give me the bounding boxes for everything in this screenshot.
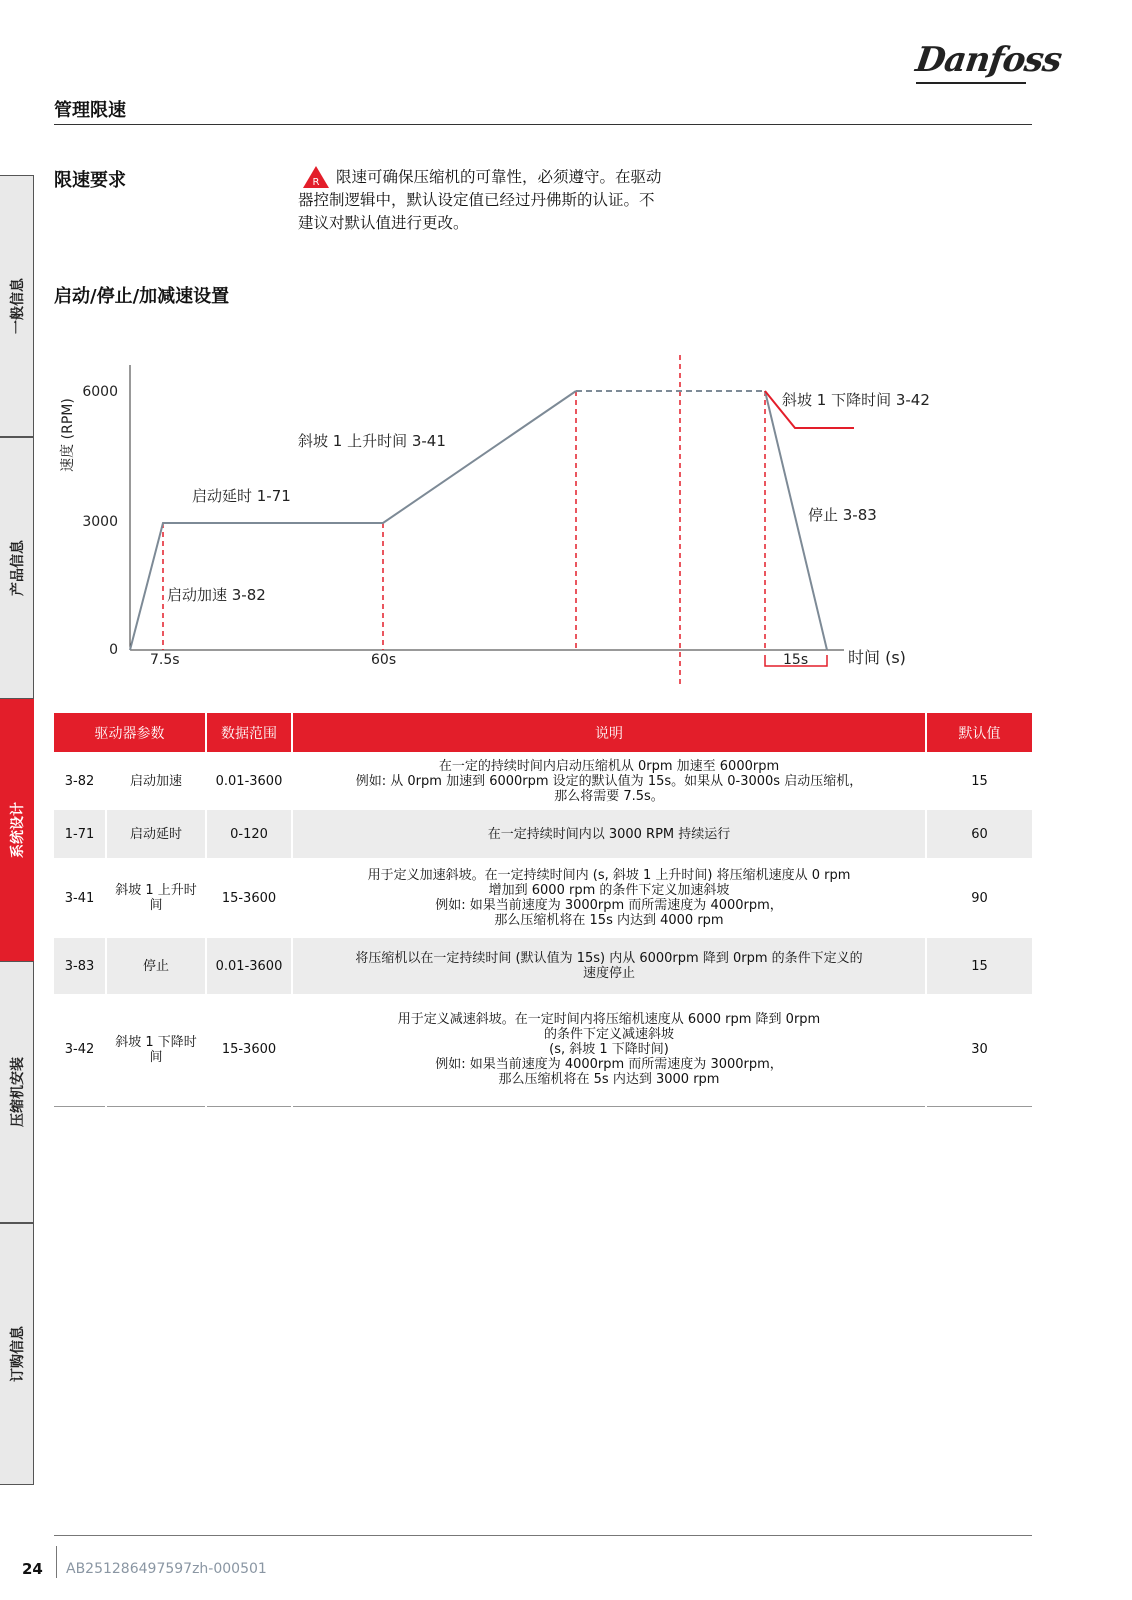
param-default: 15 bbox=[926, 752, 1032, 810]
page-number: 24 bbox=[22, 1560, 43, 1578]
side-tab-label: 一般信息 bbox=[9, 278, 26, 334]
footer-separator bbox=[56, 1546, 57, 1578]
param-range: 0.01-3600 bbox=[206, 752, 292, 810]
param-name: 启动延时 bbox=[106, 810, 206, 858]
document-code: AB251286497597zh-000501 bbox=[66, 1561, 267, 1577]
side-tab-label: 产品信息 bbox=[9, 540, 26, 596]
desc-line: 那么压缩机将在 5s 内达到 3000 rpm bbox=[498, 1072, 720, 1088]
param-code: 3-82 bbox=[54, 752, 106, 810]
param-desc bbox=[292, 858, 926, 938]
side-tab-ordering-info[interactable] bbox=[0, 1223, 34, 1485]
side-tab-general-info[interactable] bbox=[0, 175, 34, 437]
section-title-start-stop: 启动/停止/加减速设置 bbox=[54, 286, 230, 307]
desc-line: 例如: 如果当前速度为 3000rpm 而所需速度为 4000rpm， bbox=[435, 898, 783, 913]
param-desc bbox=[292, 810, 926, 858]
warning-icon-letter: R bbox=[312, 177, 320, 188]
side-tab-system-design[interactable] bbox=[0, 699, 34, 961]
logo-underline bbox=[916, 82, 1026, 84]
table-row bbox=[54, 938, 1032, 994]
desc-line: 例如: 如果当前速度为 4000rpm 而所需速度为 3000rpm， bbox=[435, 1057, 783, 1073]
annotation-start-delay: 启动延时 1-71 bbox=[192, 487, 291, 505]
danfoss-logo: Danfoss bbox=[913, 40, 1064, 80]
desc-line: 例如: 从 0rpm 加速到 6000rpm 设定的默认值为 15s。如果从 0-3000s 启动压缩机， bbox=[355, 773, 863, 789]
param-default: 60 bbox=[926, 810, 1032, 858]
header-data-range: 数据范围 bbox=[206, 713, 292, 752]
annotation-start-accel: 启动加速 3-82 bbox=[167, 586, 266, 604]
param-name: 斜坡 1 上升时间 bbox=[106, 858, 206, 938]
side-tab-label: 订购信息 bbox=[9, 1326, 26, 1382]
param-range: 15-3600 bbox=[206, 994, 292, 1106]
side-tab-label: 压缩机安装 bbox=[9, 1057, 26, 1127]
table-row bbox=[54, 994, 1032, 1106]
param-code: 3-83 bbox=[54, 938, 106, 994]
param-code: 3-41 bbox=[54, 858, 106, 938]
footer-divider bbox=[54, 1535, 1032, 1536]
desc-line: 在一定的持续时间内启动压缩机从 0rpm 加速至 6000rpm bbox=[438, 758, 780, 774]
warning-message: 限速可确保压缩机的可靠性，必须遵守。在驱动器控制逻辑中，默认设定值已经过丹佛斯的认证。不建议对默认值进行更改。 bbox=[298, 168, 662, 232]
side-tab-product-info[interactable] bbox=[0, 437, 34, 699]
desc-line: 将压缩机以在一定持续时间 (默认值为 15s) 内从 6000rpm 降到 0rpm 的条件下定义的 bbox=[355, 951, 863, 966]
x-tick-60s: 60s bbox=[371, 652, 397, 668]
y-tick-0: 0 bbox=[109, 642, 118, 658]
page-title: 管理限速 bbox=[54, 100, 126, 121]
param-desc bbox=[292, 752, 926, 810]
desc-line: 在一定持续时间内以 3000 RPM 持续运行 bbox=[487, 826, 731, 842]
y-tick-3000: 3000 bbox=[82, 514, 118, 530]
param-name: 启动加速 bbox=[106, 752, 206, 810]
param-range: 0-120 bbox=[206, 810, 292, 858]
desc-line: 那么压缩机将在 15s 内达到 4000 rpm bbox=[494, 913, 724, 928]
header-drive-parameter: 驱动器参数 bbox=[54, 713, 206, 752]
speed-profile-chart bbox=[54, 355, 954, 710]
x-tick-7-5s: 7.5s bbox=[150, 652, 180, 668]
parameter-table bbox=[54, 713, 1032, 1107]
y-axis-label: 速度 (RPM) bbox=[60, 398, 76, 472]
x-tick-15s: 15s bbox=[783, 652, 809, 668]
y-tick-6000: 6000 bbox=[82, 384, 118, 400]
desc-line: 的条件下定义减速斜坡 bbox=[543, 1027, 674, 1043]
param-desc bbox=[292, 994, 926, 1106]
desc-line: (s, 斜坡 1 下降时间) bbox=[549, 1042, 669, 1058]
table-row bbox=[54, 858, 1032, 938]
param-range: 0.01-3600 bbox=[206, 938, 292, 994]
header-description: 说明 bbox=[292, 713, 926, 752]
table-row bbox=[54, 810, 1032, 858]
param-name: 斜坡 1 下降时间 bbox=[106, 994, 206, 1106]
param-default: 90 bbox=[926, 858, 1032, 938]
desc-line: 增加到 6000 rpm 的条件下定义加速斜坡 bbox=[488, 883, 730, 898]
desc-line: 速度停止 bbox=[582, 966, 635, 981]
header-default: 默认值 bbox=[926, 713, 1032, 752]
table-row bbox=[54, 752, 1032, 810]
param-default: 30 bbox=[926, 994, 1032, 1106]
speed-chart-svg bbox=[54, 355, 954, 710]
side-tab-label: 系统设计 bbox=[9, 802, 26, 858]
desc-line: 用于定义减速斜坡。在一定时间内将压缩机速度从 6000 rpm 降到 0rpm bbox=[397, 1012, 821, 1028]
speed-profile-line bbox=[130, 391, 576, 650]
desc-line: 用于定义加速斜坡。在一定持续时间内 (s, 斜坡 1 上升时间) 将压缩机速度从 0 rpm bbox=[367, 868, 851, 883]
annotation-ramp-up: 斜坡 1 上升时间 3-41 bbox=[298, 432, 446, 450]
annotation-ramp-down: 斜坡 1 下降时间 3-42 bbox=[782, 391, 930, 409]
desc-line: 那么将需要 7.5s。 bbox=[554, 788, 664, 804]
warning-text bbox=[298, 166, 668, 235]
param-default: 15 bbox=[926, 938, 1032, 994]
annotation-stop: 停止 3-83 bbox=[808, 506, 877, 524]
param-code: 3-42 bbox=[54, 994, 106, 1106]
table-header-row bbox=[54, 713, 1032, 752]
side-tab-compressor-install[interactable] bbox=[0, 961, 34, 1223]
param-desc bbox=[292, 938, 926, 994]
section-title-speed-limit: 限速要求 bbox=[54, 170, 126, 191]
param-name: 停止 bbox=[106, 938, 206, 994]
param-range: 15-3600 bbox=[206, 858, 292, 938]
x-axis-label: 时间 (s) bbox=[848, 648, 906, 667]
header-divider bbox=[54, 124, 1032, 125]
param-code: 1-71 bbox=[54, 810, 106, 858]
